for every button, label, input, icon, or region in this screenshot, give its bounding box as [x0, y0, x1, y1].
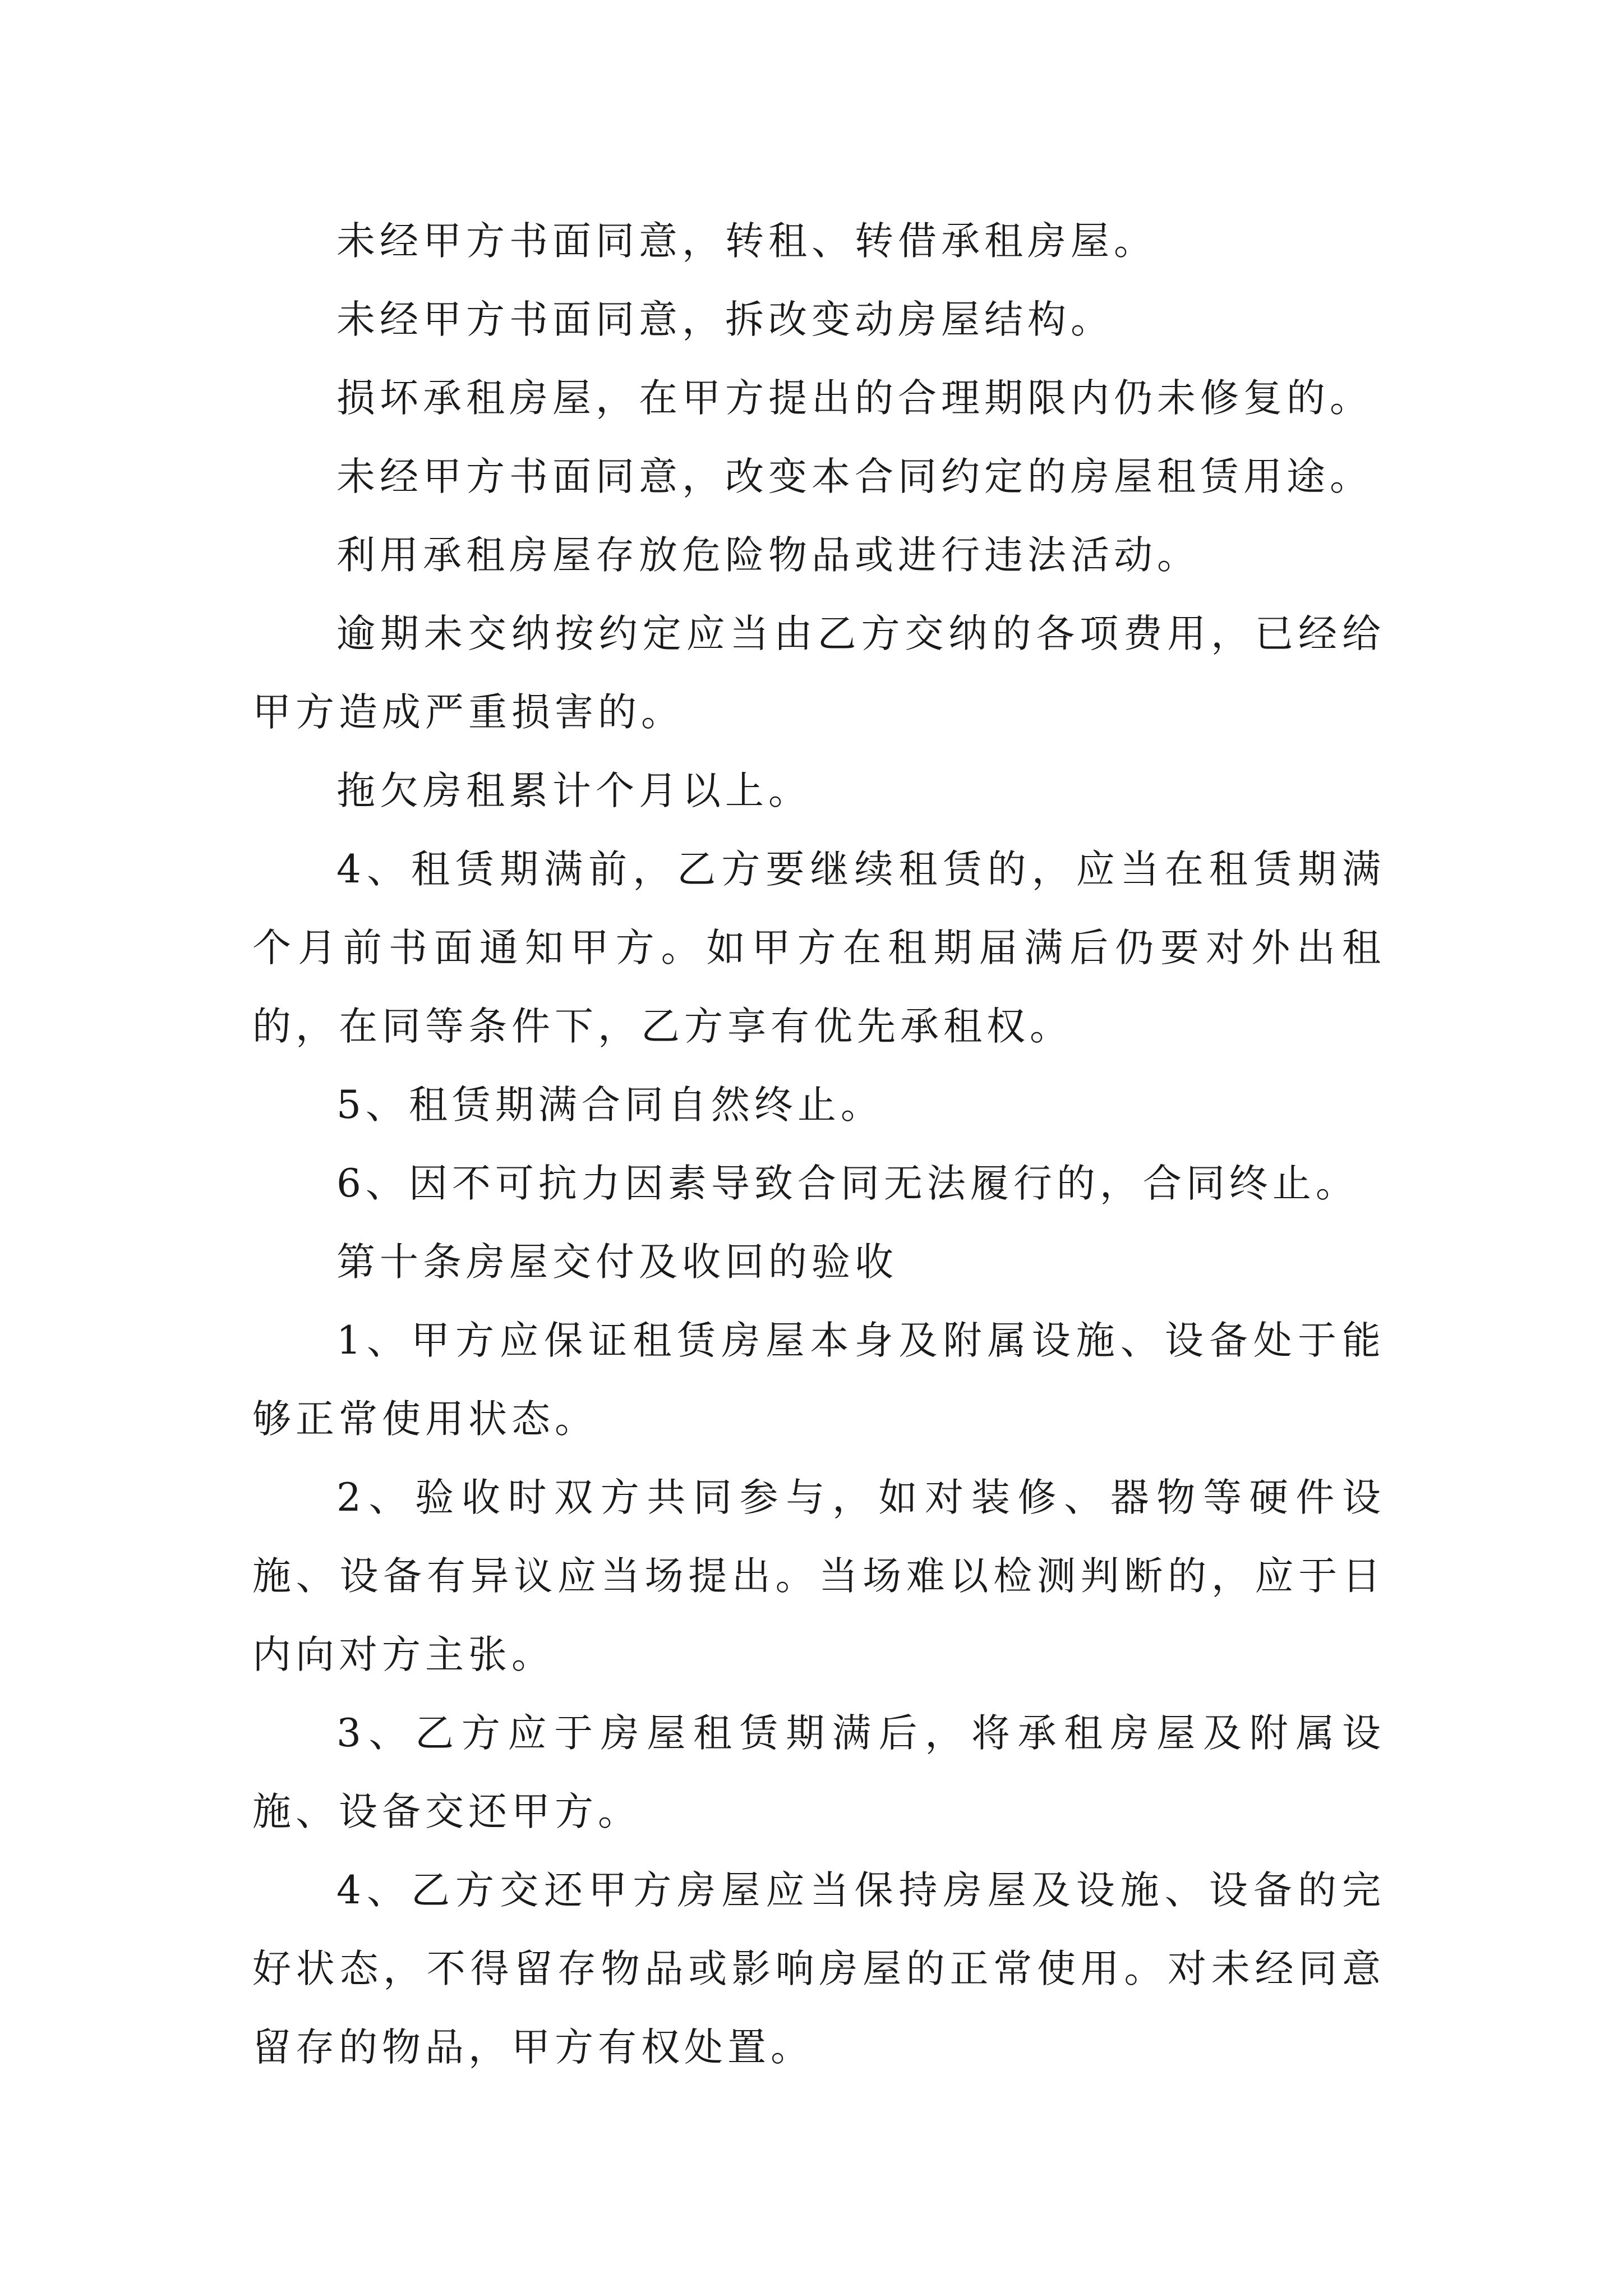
paragraph-overdue-fees: 逾期未交纳按约定应当由乙方交纳的各项费用，已经给甲方造成严重损害的。 — [252, 611, 1385, 735]
paragraph-inspection-3: 3、乙方应于房屋租赁期满后，将承租房屋及附属设施、设备交还甲方。 — [252, 1711, 1385, 1834]
paragraph-inspection-2: 2、验收时双方共同参与，如对装修、器物等硬件设施、设备有异议应当场提出。当场难以检测判断的，应于日内向对方主张。 — [252, 1475, 1385, 1677]
paragraph-inspection-1: 1、甲方应保证租赁房屋本身及附属设施、设备处于能够正常使用状态。 — [252, 1318, 1385, 1442]
paragraph-damage: 损坏承租房屋，在甲方提出的合理期限内仍未修复的。 — [336, 376, 1373, 421]
paragraph-dangerous-goods: 利用承租房屋存放危险物品或进行违法活动。 — [336, 533, 1200, 578]
paragraph-usage-change: 未经甲方书面同意，改变本合同约定的房屋租赁用途。 — [336, 454, 1373, 499]
paragraph-expiry: 5、租赁期满合同自然终止。 — [336, 1083, 884, 1128]
paragraph-rent-arrears: 拖欠房租累计个月以上。 — [336, 769, 811, 813]
document-body — [252, 202, 1385, 2087]
section-heading-article-10: 第十条房屋交付及收回的验收 — [336, 1240, 898, 1285]
paragraph-inspection-4: 4、乙方交还甲方房屋应当保持房屋及设施、设备的完好状态，不得留存物品或影响房屋的正常使用。对未经同意留存的物品，甲方有权处置。 — [252, 1868, 1385, 2070]
paragraph-renewal: 4、租赁期满前，乙方要继续租赁的，应当在租赁期满个月前书面通知甲方。如甲方在租期届满后仍要对外出租的，在同等条件下，乙方享有优先承租权。 — [252, 847, 1385, 1049]
paragraph-sublet: 未经甲方书面同意，转租、转借承租房屋。 — [336, 219, 1157, 264]
paragraph-force-majeure: 6、因不可抗力因素导致合同无法履行的，合同终止。 — [336, 1161, 1359, 1206]
paragraph-structure-change: 未经甲方书面同意，拆改变动房屋结构。 — [336, 297, 1114, 342]
